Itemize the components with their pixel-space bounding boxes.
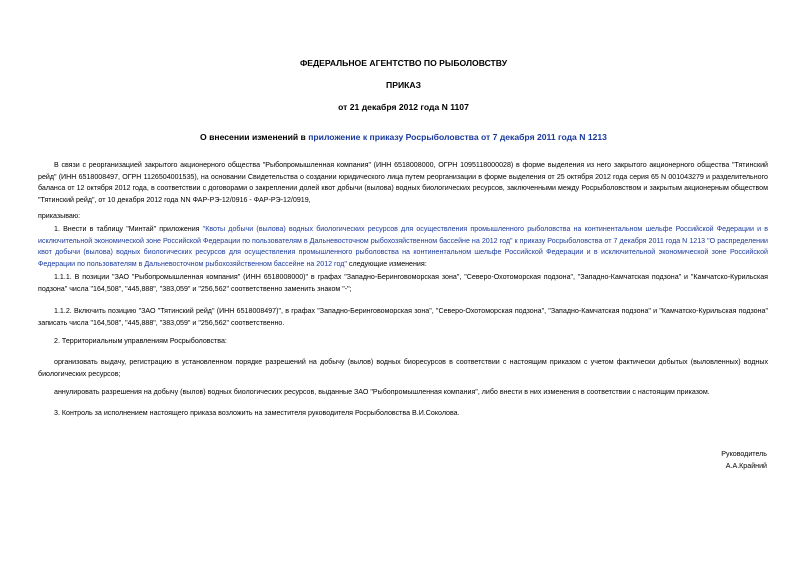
item-1-link[interactable]: "Квоты добычи (вылова) водных биологических ресурсов для осуществления промышленного рыболовства на континентальном шельфе Российской Федерации и в исключительной экономической зоне Российской Федерации по пользователям в Дальневосточном рыбохозяйственном бассейне на 2012 год" к приказу Росрыболовства от 7 декабря 2011 года N 1213 "О распределении квот добычи (вылова) водных биологических ресурсов для осуществления промышленного рыболовства на континентальном шельфе Российской Федерации и в исключительной экономической зоне Российской Федерации по пользователям в Дальневосточном рыбохозяйственном бассейне на 2012 год" (38, 225, 768, 268)
paragraph-preamble: В связи с реорганизацией закрытого акционерного общества "Рыбопромышленная компания" (ИНН 6518008000, ОГРН 1095118000028) в форме выделения из него закрытого акционерного общества "Тятинский рейд" (ИНН 6518008497, ОГРН 1126504001535), на основании Свидетельства о создании юридического лица путем реорганизации в форме выделения от 25 октября 2012 года серия 65 N 001043279 и разделительного баланса от 12 октября 2012 года, в соответствии с договорами о закреплении долей квот добычи (вылова) водных биологических ресурсов, заключенными между Росрыболовством и закрытым акционерным обществом "Тятинский рейд", от 10 декабря 2012 года NN ФАР-РЭ-12/0916 - ФАР-РЭ-12/0919, (38, 161, 768, 204)
doc-title-prefix: О внесении изменений в (200, 132, 309, 142)
paragraph-item-3: 3. Контроль за исполнением настоящего приказа возложить на заместителя руководителя Росрыболовства В.И.Соколова. (54, 409, 460, 417)
item-1-start: 1. Внести в таблицу "Минтай" приложения (54, 225, 203, 233)
doc-title (0, 132, 807, 142)
paragraph-item-1 (38, 224, 768, 270)
doc-date-number: от 21 декабря 2012 года N 1107 (338, 102, 469, 112)
paragraph-item-1-1-2: 1.1.2. Включить позицию "ЗАО "Тятинский рейд" (ИНН 6518008497)", в графах "Западно-Беринговоморская зона", "Северо-Охотоморская подзона", "Западно-Камчатская подзона" и "Камчатско-Курильская подзона" записать числа "164,508", "445,888", "383,059" и "256,562" соответственно. (38, 307, 768, 327)
doc-type: ПРИКАЗ (386, 80, 421, 90)
signature-name: А.А.Крайний (725, 462, 767, 470)
paragraph-item-2-a: организовать выдачу, регистрацию в установленном порядке разрешений на добычу (вылов) водных биоресурсов в соответствии с настоящим приказом с учетом фактически добытых (выловленных) водных биологических ресурсов; (38, 358, 768, 378)
agency-name: ФЕДЕРАЛЬНОЕ АГЕНТСТВО ПО РЫБОЛОВСТВУ (299, 58, 508, 68)
paragraph-item-2: 2. Территориальным управлениям Росрыболовства: (54, 337, 227, 345)
paragraph-item-1-1-1: 1.1.1. В позиции "ЗАО "Рыбопромышленная компания" (ИНН 6518008000)" в графах "Западно-Беринговоморская зона", "Северо-Охотоморская подзона", "Западно-Камчатская подзона" и "Камчатско-Курильская подзона" числа "164,508", "445,888", "383,059" и "256,562" соответственно заменить знаком "-"; (38, 273, 768, 293)
paragraph-order-word: приказываю: (38, 212, 81, 220)
signature-position: Руководитель (721, 450, 767, 458)
paragraph-item-2-b: аннулировать разрешения на добычу (вылов) водных биологических ресурсов, выданные ЗАО "Рыбопромышленная компания", либо внести в них изменения в соответствии с настоящим приказом. (54, 388, 710, 396)
item-1-end: следующие изменения: (346, 259, 427, 268)
doc-title-link[interactable]: приложение к приказу Росрыболовства от 7 декабря 2011 года N 1213 (308, 132, 607, 142)
